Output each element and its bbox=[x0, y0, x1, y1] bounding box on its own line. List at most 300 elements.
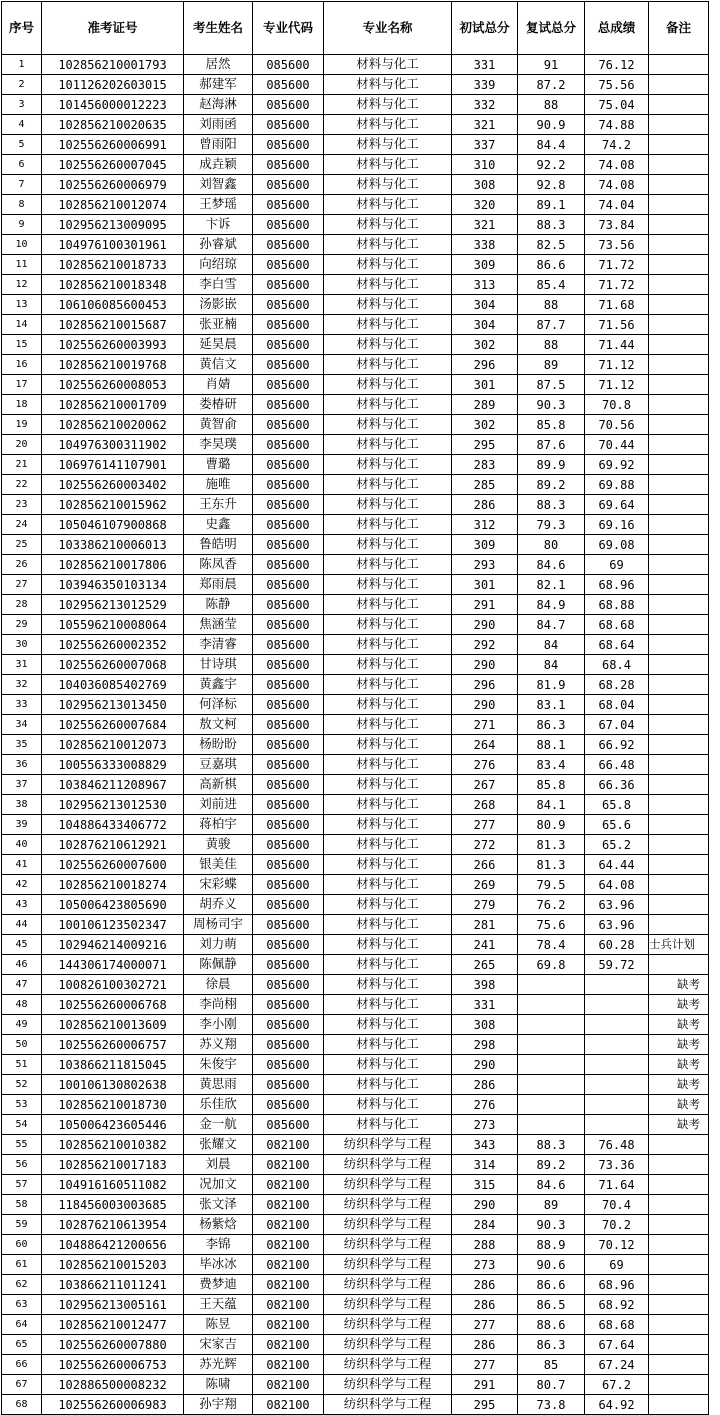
cell-retest-score: 75.6 bbox=[518, 915, 585, 935]
cell-retest-score: 69.8 bbox=[518, 955, 585, 975]
table-row bbox=[2, 355, 709, 375]
cell-exam-id: 102856210012074 bbox=[42, 195, 184, 215]
cell-seq: 13 bbox=[2, 295, 42, 315]
cell-name: 胡乔义 bbox=[184, 895, 253, 915]
cell-seq: 41 bbox=[2, 855, 42, 875]
table-row bbox=[2, 755, 709, 775]
cell-initial-score: 301 bbox=[452, 375, 518, 395]
cell-initial-score: 265 bbox=[452, 955, 518, 975]
cell-exam-id: 102856210018733 bbox=[42, 255, 184, 275]
cell-retest-score: 90.6 bbox=[518, 1255, 585, 1275]
cell-initial-score: 296 bbox=[452, 675, 518, 695]
header-major-name: 专业名称 bbox=[324, 2, 452, 55]
cell-major-name: 材料与化工 bbox=[324, 1075, 452, 1095]
cell-remark bbox=[649, 395, 709, 415]
cell-total-score: 69 bbox=[585, 1255, 649, 1275]
cell-name: 李小刚 bbox=[184, 1015, 253, 1035]
table-row bbox=[2, 255, 709, 275]
cell-major-code: 085600 bbox=[253, 715, 324, 735]
cell-remark bbox=[649, 715, 709, 735]
cell-name: 费梦迪 bbox=[184, 1275, 253, 1295]
cell-total-score: 68.96 bbox=[585, 1275, 649, 1295]
cell-name: 卞诉 bbox=[184, 215, 253, 235]
cell-total-score bbox=[585, 1055, 649, 1075]
cell-seq: 37 bbox=[2, 775, 42, 795]
cell-major-name: 材料与化工 bbox=[324, 475, 452, 495]
cell-total-score: 70.44 bbox=[585, 435, 649, 455]
cell-initial-score: 290 bbox=[452, 1195, 518, 1215]
cell-exam-id: 102856210018730 bbox=[42, 1095, 184, 1115]
cell-seq: 33 bbox=[2, 695, 42, 715]
cell-total-score: 64.08 bbox=[585, 875, 649, 895]
table-row bbox=[2, 1135, 709, 1155]
cell-exam-id: 102856210018274 bbox=[42, 875, 184, 895]
cell-exam-id: 102956213012530 bbox=[42, 795, 184, 815]
cell-total-score: 60.28 bbox=[585, 935, 649, 955]
cell-initial-score: 338 bbox=[452, 235, 518, 255]
cell-major-code: 085600 bbox=[253, 755, 324, 775]
cell-remark bbox=[649, 95, 709, 115]
cell-retest-score: 92.2 bbox=[518, 155, 585, 175]
cell-remark bbox=[649, 1275, 709, 1295]
cell-exam-id: 104976300311902 bbox=[42, 435, 184, 455]
cell-remark bbox=[649, 955, 709, 975]
cell-initial-score: 320 bbox=[452, 195, 518, 215]
cell-remark bbox=[649, 55, 709, 75]
cell-total-score: 67.24 bbox=[585, 1355, 649, 1375]
cell-total-score: 67.04 bbox=[585, 715, 649, 735]
cell-remark bbox=[649, 695, 709, 715]
cell-major-name: 材料与化工 bbox=[324, 335, 452, 355]
cell-name: 赵海淋 bbox=[184, 95, 253, 115]
cell-remark bbox=[649, 1395, 709, 1415]
cell-remark bbox=[649, 575, 709, 595]
cell-major-name: 材料与化工 bbox=[324, 175, 452, 195]
cell-major-code: 082100 bbox=[253, 1255, 324, 1275]
cell-remark bbox=[649, 415, 709, 435]
cell-major-code: 085600 bbox=[253, 55, 324, 75]
cell-retest-score: 85.4 bbox=[518, 275, 585, 295]
cell-name: 陈静 bbox=[184, 595, 253, 615]
cell-seq: 52 bbox=[2, 1075, 42, 1095]
cell-total-score bbox=[585, 1095, 649, 1115]
cell-exam-id: 104976100301961 bbox=[42, 235, 184, 255]
cell-seq: 55 bbox=[2, 1135, 42, 1155]
cell-seq: 6 bbox=[2, 155, 42, 175]
cell-retest-score: 85.8 bbox=[518, 415, 585, 435]
cell-seq: 12 bbox=[2, 275, 42, 295]
cell-major-code: 085600 bbox=[253, 595, 324, 615]
cell-retest-score: 84.1 bbox=[518, 795, 585, 815]
cell-exam-id: 118456003003685 bbox=[42, 1195, 184, 1215]
cell-initial-score: 284 bbox=[452, 1215, 518, 1235]
cell-total-score: 67.2 bbox=[585, 1375, 649, 1395]
cell-exam-id: 103386210006013 bbox=[42, 535, 184, 555]
table-row bbox=[2, 1315, 709, 1335]
cell-major-name: 材料与化工 bbox=[324, 55, 452, 75]
cell-exam-id: 102556260007880 bbox=[42, 1335, 184, 1355]
table-row bbox=[2, 1035, 709, 1055]
cell-total-score: 68.96 bbox=[585, 575, 649, 595]
cell-retest-score: 91 bbox=[518, 55, 585, 75]
cell-major-name: 纺织科学与工程 bbox=[324, 1375, 452, 1395]
cell-name: 甘诗琪 bbox=[184, 655, 253, 675]
cell-name: 豆嘉琪 bbox=[184, 755, 253, 775]
cell-remark bbox=[649, 475, 709, 495]
cell-major-name: 材料与化工 bbox=[324, 495, 452, 515]
cell-name: 汤影嵌 bbox=[184, 295, 253, 315]
cell-seq: 11 bbox=[2, 255, 42, 275]
cell-name: 刘雨函 bbox=[184, 115, 253, 135]
cell-seq: 40 bbox=[2, 835, 42, 855]
cell-remark bbox=[649, 615, 709, 635]
cell-remark bbox=[649, 895, 709, 915]
cell-retest-score: 88 bbox=[518, 295, 585, 315]
cell-remark bbox=[649, 635, 709, 655]
cell-initial-score: 293 bbox=[452, 555, 518, 575]
cell-total-score: 71.64 bbox=[585, 1175, 649, 1195]
table-row bbox=[2, 1115, 709, 1135]
cell-initial-score: 264 bbox=[452, 735, 518, 755]
cell-exam-id: 102556260003402 bbox=[42, 475, 184, 495]
cell-major-code: 085600 bbox=[253, 355, 324, 375]
cell-seq: 45 bbox=[2, 935, 42, 955]
cell-seq: 17 bbox=[2, 375, 42, 395]
cell-retest-score: 82.5 bbox=[518, 235, 585, 255]
table-row bbox=[2, 475, 709, 495]
cell-remark bbox=[649, 1315, 709, 1335]
cell-exam-id: 105046107900868 bbox=[42, 515, 184, 535]
cell-exam-id: 102946214009216 bbox=[42, 935, 184, 955]
cell-retest-score: 78.4 bbox=[518, 935, 585, 955]
cell-major-code: 085600 bbox=[253, 795, 324, 815]
cell-total-score: 74.08 bbox=[585, 175, 649, 195]
cell-remark bbox=[649, 1375, 709, 1395]
cell-name: 黄鑫宇 bbox=[184, 675, 253, 695]
table-row bbox=[2, 335, 709, 355]
cell-exam-id: 102556260007600 bbox=[42, 855, 184, 875]
table-row bbox=[2, 1095, 709, 1115]
cell-major-name: 纺织科学与工程 bbox=[324, 1295, 452, 1315]
cell-major-code: 085600 bbox=[253, 115, 324, 135]
cell-seq: 3 bbox=[2, 95, 42, 115]
cell-major-code: 082100 bbox=[253, 1155, 324, 1175]
cell-remark bbox=[649, 315, 709, 335]
cell-remark bbox=[649, 595, 709, 615]
cell-exam-id: 102856210015203 bbox=[42, 1255, 184, 1275]
cell-total-score: 69.64 bbox=[585, 495, 649, 515]
header-exam-id: 准考证号 bbox=[42, 2, 184, 55]
cell-name: 况加文 bbox=[184, 1175, 253, 1195]
table-row bbox=[2, 695, 709, 715]
cell-name: 李白雪 bbox=[184, 275, 253, 295]
cell-major-code: 085600 bbox=[253, 895, 324, 915]
cell-exam-id: 102856210001793 bbox=[42, 55, 184, 75]
cell-exam-id: 106976141107901 bbox=[42, 455, 184, 475]
cell-total-score: 70.4 bbox=[585, 1195, 649, 1215]
cell-remark bbox=[649, 1255, 709, 1275]
cell-exam-id: 103866211011241 bbox=[42, 1275, 184, 1295]
cell-major-code: 085600 bbox=[253, 575, 324, 595]
cell-name: 成垚颖 bbox=[184, 155, 253, 175]
table-row bbox=[2, 1235, 709, 1255]
cell-major-name: 材料与化工 bbox=[324, 275, 452, 295]
cell-initial-score: 309 bbox=[452, 255, 518, 275]
cell-major-name: 材料与化工 bbox=[324, 995, 452, 1015]
cell-remark bbox=[649, 515, 709, 535]
cell-name: 敖文柯 bbox=[184, 715, 253, 735]
cell-remark bbox=[649, 735, 709, 755]
cell-major-code: 085600 bbox=[253, 975, 324, 995]
cell-seq: 5 bbox=[2, 135, 42, 155]
cell-major-code: 085600 bbox=[253, 135, 324, 155]
cell-seq: 38 bbox=[2, 795, 42, 815]
cell-exam-id: 105006423805690 bbox=[42, 895, 184, 915]
cell-major-code: 085600 bbox=[253, 495, 324, 515]
cell-initial-score: 267 bbox=[452, 775, 518, 795]
cell-initial-score: 290 bbox=[452, 1055, 518, 1075]
cell-major-code: 085600 bbox=[253, 1055, 324, 1075]
cell-major-name: 纺织科学与工程 bbox=[324, 1235, 452, 1255]
cell-retest-score: 89 bbox=[518, 1195, 585, 1215]
cell-seq: 35 bbox=[2, 735, 42, 755]
cell-exam-id: 144306174000071 bbox=[42, 955, 184, 975]
cell-major-code: 085600 bbox=[253, 295, 324, 315]
cell-name: 朱俊宇 bbox=[184, 1055, 253, 1075]
cell-retest-score: 87.6 bbox=[518, 435, 585, 455]
cell-major-name: 材料与化工 bbox=[324, 695, 452, 715]
cell-seq: 27 bbox=[2, 575, 42, 595]
cell-initial-score: 271 bbox=[452, 715, 518, 735]
table-row bbox=[2, 1175, 709, 1195]
cell-major-code: 085600 bbox=[253, 375, 324, 395]
cell-retest-score: 81.3 bbox=[518, 855, 585, 875]
cell-remark: 缺考 bbox=[649, 975, 709, 995]
cell-seq: 68 bbox=[2, 1395, 42, 1415]
cell-major-code: 085600 bbox=[253, 275, 324, 295]
cell-major-code: 082100 bbox=[253, 1395, 324, 1415]
cell-retest-score: 84.9 bbox=[518, 595, 585, 615]
cell-exam-id: 103866211815045 bbox=[42, 1055, 184, 1075]
table-row bbox=[2, 1155, 709, 1175]
cell-major-name: 材料与化工 bbox=[324, 115, 452, 135]
cell-major-name: 材料与化工 bbox=[324, 755, 452, 775]
cell-initial-score: 288 bbox=[452, 1235, 518, 1255]
cell-total-score: 69 bbox=[585, 555, 649, 575]
cell-major-name: 纺织科学与工程 bbox=[324, 1355, 452, 1375]
cell-major-code: 085600 bbox=[253, 515, 324, 535]
cell-major-code: 082100 bbox=[253, 1215, 324, 1235]
cell-total-score: 76.12 bbox=[585, 55, 649, 75]
cell-initial-score: 276 bbox=[452, 1095, 518, 1115]
cell-remark bbox=[649, 115, 709, 135]
cell-major-code: 085600 bbox=[253, 915, 324, 935]
cell-major-name: 材料与化工 bbox=[324, 395, 452, 415]
table-row bbox=[2, 315, 709, 335]
table-row bbox=[2, 135, 709, 155]
cell-retest-score: 85 bbox=[518, 1355, 585, 1375]
cell-total-score: 63.96 bbox=[585, 895, 649, 915]
cell-total-score: 63.96 bbox=[585, 915, 649, 935]
cell-seq: 43 bbox=[2, 895, 42, 915]
cell-major-code: 085600 bbox=[253, 335, 324, 355]
cell-initial-score: 313 bbox=[452, 275, 518, 295]
cell-remark: 缺考 bbox=[649, 1055, 709, 1075]
cell-name: 黄骏 bbox=[184, 835, 253, 855]
cell-initial-score: 286 bbox=[452, 1295, 518, 1315]
cell-name: 曹璐 bbox=[184, 455, 253, 475]
cell-major-name: 材料与化工 bbox=[324, 215, 452, 235]
cell-major-name: 材料与化工 bbox=[324, 715, 452, 735]
table-row bbox=[2, 1355, 709, 1375]
cell-total-score: 68.04 bbox=[585, 695, 649, 715]
cell-total-score: 71.44 bbox=[585, 335, 649, 355]
cell-total-score: 67.64 bbox=[585, 1335, 649, 1355]
cell-exam-id: 104036085402769 bbox=[42, 675, 184, 695]
cell-seq: 21 bbox=[2, 455, 42, 475]
header-retest-score: 复试总分 bbox=[518, 2, 585, 55]
cell-exam-id: 102876210612921 bbox=[42, 835, 184, 855]
cell-initial-score: 272 bbox=[452, 835, 518, 855]
cell-total-score: 69.08 bbox=[585, 535, 649, 555]
cell-initial-score: 266 bbox=[452, 855, 518, 875]
cell-major-code: 085600 bbox=[253, 615, 324, 635]
table-row bbox=[2, 815, 709, 835]
cell-major-code: 082100 bbox=[253, 1295, 324, 1315]
table-row bbox=[2, 1075, 709, 1095]
cell-major-name: 纺织科学与工程 bbox=[324, 1255, 452, 1275]
cell-initial-score: 286 bbox=[452, 1275, 518, 1295]
cell-initial-score: 331 bbox=[452, 995, 518, 1015]
cell-name: 曾雨阳 bbox=[184, 135, 253, 155]
cell-major-name: 纺织科学与工程 bbox=[324, 1155, 452, 1175]
cell-seq: 16 bbox=[2, 355, 42, 375]
cell-retest-score bbox=[518, 975, 585, 995]
cell-name: 李昊璞 bbox=[184, 435, 253, 455]
cell-exam-id: 104886421200656 bbox=[42, 1235, 184, 1255]
cell-initial-score: 295 bbox=[452, 435, 518, 455]
cell-major-name: 材料与化工 bbox=[324, 855, 452, 875]
cell-major-code: 085600 bbox=[253, 1035, 324, 1055]
cell-remark bbox=[649, 775, 709, 795]
table-row bbox=[2, 655, 709, 675]
cell-total-score: 69.92 bbox=[585, 455, 649, 475]
cell-seq: 22 bbox=[2, 475, 42, 495]
cell-seq: 23 bbox=[2, 495, 42, 515]
cell-remark bbox=[649, 215, 709, 235]
cell-seq: 44 bbox=[2, 915, 42, 935]
cell-seq: 32 bbox=[2, 675, 42, 695]
cell-seq: 67 bbox=[2, 1375, 42, 1395]
cell-initial-score: 310 bbox=[452, 155, 518, 175]
cell-initial-score: 308 bbox=[452, 1015, 518, 1035]
cell-retest-score bbox=[518, 1075, 585, 1095]
table-row bbox=[2, 55, 709, 75]
cell-initial-score: 343 bbox=[452, 1135, 518, 1155]
cell-retest-score: 89.2 bbox=[518, 475, 585, 495]
cell-total-score: 71.72 bbox=[585, 255, 649, 275]
cell-major-name: 材料与化工 bbox=[324, 615, 452, 635]
cell-major-code: 085600 bbox=[253, 1115, 324, 1135]
cell-exam-id: 102856210017806 bbox=[42, 555, 184, 575]
cell-major-name: 材料与化工 bbox=[324, 355, 452, 375]
cell-total-score: 75.56 bbox=[585, 75, 649, 95]
cell-total-score: 71.72 bbox=[585, 275, 649, 295]
cell-initial-score: 291 bbox=[452, 595, 518, 615]
cell-retest-score: 88.1 bbox=[518, 735, 585, 755]
table-row bbox=[2, 235, 709, 255]
cell-seq: 49 bbox=[2, 1015, 42, 1035]
table-row bbox=[2, 375, 709, 395]
cell-name: 陈佩静 bbox=[184, 955, 253, 975]
cell-name: 王天蕴 bbox=[184, 1295, 253, 1315]
cell-remark bbox=[649, 435, 709, 455]
cell-seq: 56 bbox=[2, 1155, 42, 1175]
cell-seq: 50 bbox=[2, 1035, 42, 1055]
cell-exam-id: 102956213009095 bbox=[42, 215, 184, 235]
cell-major-code: 082100 bbox=[253, 1355, 324, 1375]
cell-major-name: 材料与化工 bbox=[324, 1015, 452, 1035]
cell-retest-score: 85.8 bbox=[518, 775, 585, 795]
cell-retest-score: 87.7 bbox=[518, 315, 585, 335]
cell-remark bbox=[649, 755, 709, 775]
cell-total-score: 74.2 bbox=[585, 135, 649, 155]
cell-seq: 30 bbox=[2, 635, 42, 655]
cell-total-score: 68.28 bbox=[585, 675, 649, 695]
cell-seq: 28 bbox=[2, 595, 42, 615]
cell-retest-score: 90.3 bbox=[518, 1215, 585, 1235]
cell-initial-score: 296 bbox=[452, 355, 518, 375]
cell-initial-score: 286 bbox=[452, 1075, 518, 1095]
table-row bbox=[2, 635, 709, 655]
cell-seq: 25 bbox=[2, 535, 42, 555]
header-initial-score: 初试总分 bbox=[452, 2, 518, 55]
cell-major-code: 085600 bbox=[253, 935, 324, 955]
cell-major-name: 材料与化工 bbox=[324, 935, 452, 955]
cell-seq: 2 bbox=[2, 75, 42, 95]
cell-major-name: 材料与化工 bbox=[324, 915, 452, 935]
cell-major-code: 085600 bbox=[253, 235, 324, 255]
cell-exam-id: 102856210015962 bbox=[42, 495, 184, 515]
cell-major-name: 纺织科学与工程 bbox=[324, 1195, 452, 1215]
cell-total-score: 66.36 bbox=[585, 775, 649, 795]
cell-total-score: 68.64 bbox=[585, 635, 649, 655]
cell-initial-score: 241 bbox=[452, 935, 518, 955]
cell-retest-score: 90.3 bbox=[518, 395, 585, 415]
cell-remark: 缺考 bbox=[649, 995, 709, 1015]
table-row bbox=[2, 455, 709, 475]
cell-name: 张文泽 bbox=[184, 1195, 253, 1215]
cell-seq: 36 bbox=[2, 755, 42, 775]
cell-retest-score: 88.3 bbox=[518, 495, 585, 515]
cell-major-name: 材料与化工 bbox=[324, 535, 452, 555]
cell-total-score: 65.6 bbox=[585, 815, 649, 835]
table-row bbox=[2, 75, 709, 95]
cell-initial-score: 277 bbox=[452, 815, 518, 835]
cell-seq: 39 bbox=[2, 815, 42, 835]
table-row bbox=[2, 855, 709, 875]
cell-exam-id: 102556260008053 bbox=[42, 375, 184, 395]
cell-total-score: 68.68 bbox=[585, 615, 649, 635]
cell-major-name: 材料与化工 bbox=[324, 775, 452, 795]
cell-initial-score: 285 bbox=[452, 475, 518, 495]
cell-major-name: 材料与化工 bbox=[324, 795, 452, 815]
cell-retest-score: 79.3 bbox=[518, 515, 585, 535]
cell-seq: 42 bbox=[2, 875, 42, 895]
cell-remark bbox=[649, 275, 709, 295]
cell-major-name: 材料与化工 bbox=[324, 635, 452, 655]
table-row bbox=[2, 615, 709, 635]
